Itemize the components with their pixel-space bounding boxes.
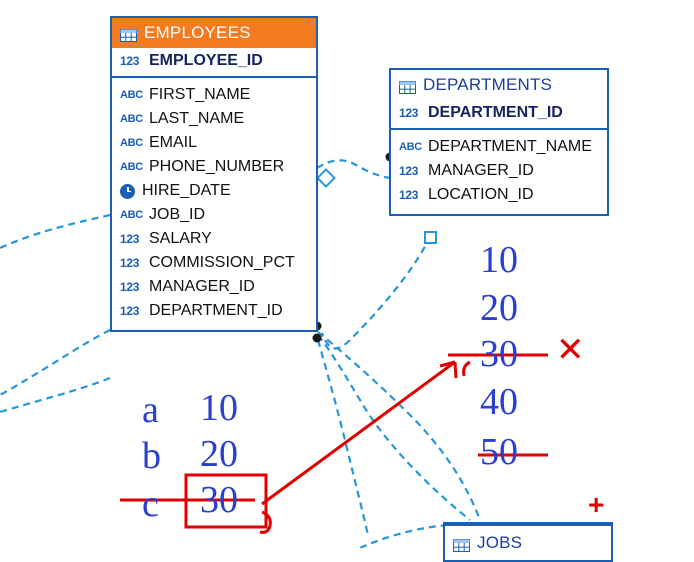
table-icon (120, 27, 137, 40)
attribute-label: MANAGER_ID (149, 278, 255, 295)
type-text-icon: ABC (120, 160, 143, 173)
clock-icon (120, 184, 135, 199)
type-text-icon: ABC (120, 112, 143, 125)
entity-header-departments (391, 70, 607, 100)
attribute-label: DEPARTMENT_ID (149, 302, 283, 319)
primary-key-row (112, 48, 316, 78)
table-icon (399, 79, 416, 92)
annotation-letter-a: a (142, 389, 159, 431)
attribute-label: JOB_ID (149, 206, 206, 223)
attribute-label: EMAIL (149, 134, 198, 151)
list-item[interactable] (120, 227, 308, 251)
annotation-right-number-20: 20 (480, 287, 518, 329)
x-mark-icon: ✕ (556, 332, 585, 369)
list-item[interactable] (120, 203, 308, 227)
primary-key-label: DEPARTMENT_ID (428, 104, 563, 121)
list-item[interactable] (120, 179, 308, 203)
attribute-label: FIRST_NAME (149, 86, 251, 103)
type-number-icon: 123 (120, 280, 140, 294)
list-item[interactable] (399, 135, 599, 159)
list-item[interactable] (120, 83, 308, 107)
type-number-icon: 123 (120, 232, 140, 246)
type-text-icon: ABC (120, 88, 143, 101)
attribute-label: SALARY (149, 230, 212, 247)
annotation-letter-b: b (142, 435, 161, 477)
type-number-icon: 123 (120, 54, 140, 68)
type-number-icon: 123 (399, 188, 419, 202)
list-item[interactable] (399, 159, 599, 183)
annotation-right-number-50: 50 (480, 431, 518, 473)
primary-key-label: EMPLOYEE_ID (149, 52, 263, 69)
list-item[interactable] (120, 275, 308, 299)
attribute-label: DEPARTMENT_NAME (428, 138, 592, 155)
entity-title: DEPARTMENTS (423, 75, 553, 94)
attribute-label: MANAGER_ID (428, 162, 534, 179)
entity-jobs[interactable] (443, 522, 613, 562)
attribute-label: PHONE_NUMBER (149, 158, 285, 175)
attribute-list-departments (391, 130, 607, 214)
entity-header-employees (112, 18, 316, 48)
annotation-letter-c: c (142, 483, 159, 525)
type-number-icon: 123 (399, 106, 419, 120)
entity-title: JOBS (477, 533, 523, 552)
annotation-left-number-20: 20 (200, 433, 238, 475)
primary-key-row (391, 100, 607, 130)
attribute-label: HIRE_DATE (142, 182, 231, 199)
type-number-icon: 123 (120, 304, 140, 318)
attribute-list-employees (112, 78, 316, 330)
annotation-left-number-30: 30 (200, 479, 238, 521)
entity-departments[interactable] (389, 68, 609, 216)
annotation-right-number-40: 40 (480, 381, 518, 423)
entity-employees[interactable] (110, 16, 318, 332)
entity-header-jobs (445, 526, 611, 558)
type-number-icon: 123 (120, 256, 140, 270)
attribute-label: LOCATION_ID (428, 186, 534, 203)
type-number-icon: 123 (399, 164, 419, 178)
type-text-icon: ABC (120, 208, 143, 221)
list-item[interactable] (399, 183, 599, 207)
plus-mark-icon: + (588, 489, 605, 520)
annotation-right-number-10: 10 (480, 239, 518, 281)
list-item[interactable] (120, 299, 308, 323)
entity-title: EMPLOYEES (144, 23, 251, 42)
list-item[interactable] (120, 131, 308, 155)
list-item[interactable] (120, 251, 308, 275)
attribute-label: COMMISSION_PCT (149, 254, 295, 271)
type-text-icon: ABC (399, 140, 422, 153)
annotation-left-number-10: 10 (200, 387, 238, 429)
list-item[interactable] (120, 107, 308, 131)
type-text-icon: ABC (120, 136, 143, 149)
annotation-right-number-30: 30 (480, 333, 518, 375)
list-item[interactable] (120, 155, 308, 179)
attribute-label: LAST_NAME (149, 110, 245, 127)
